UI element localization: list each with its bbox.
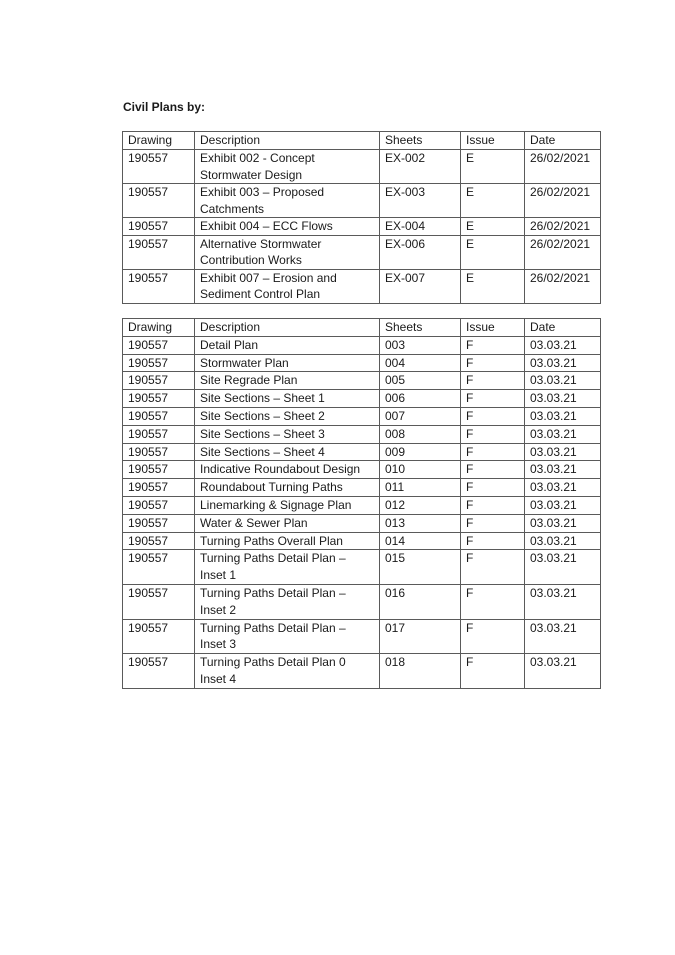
- cell-date: 26/02/2021: [525, 235, 601, 269]
- cell-date: 26/02/2021: [525, 150, 601, 184]
- cell-drawing: 190557: [123, 461, 195, 479]
- table-row: [123, 479, 601, 497]
- cell-date: 03.03.21: [525, 654, 601, 689]
- cell-drawing: 190557: [123, 496, 195, 514]
- cell-drawing: 190557: [123, 443, 195, 461]
- column-header-issue: Issue: [461, 319, 525, 337]
- cell-date: 03.03.21: [525, 425, 601, 443]
- cell-drawing: 190557: [123, 372, 195, 390]
- cell-description: Site Sections – Sheet 4: [195, 443, 380, 461]
- cell-issue: F: [461, 425, 525, 443]
- table-row: [123, 461, 601, 479]
- cell-issue: F: [461, 550, 525, 585]
- cell-issue: F: [461, 496, 525, 514]
- cell-description: Exhibit 002 - Concept Stormwater Design: [195, 150, 380, 184]
- cell-issue: F: [461, 390, 525, 408]
- cell-date: 03.03.21: [525, 354, 601, 372]
- cell-issue: E: [461, 184, 525, 218]
- cell-description: Detail Plan: [195, 336, 380, 354]
- cell-sheets: 003: [380, 336, 461, 354]
- cell-sheets: 007: [380, 407, 461, 425]
- cell-description: Turning Paths Overall Plan: [195, 532, 380, 550]
- cell-drawing: 190557: [123, 336, 195, 354]
- cell-issue: F: [461, 654, 525, 689]
- table-row: [123, 354, 601, 372]
- table-row: [123, 514, 601, 532]
- cell-issue: E: [461, 235, 525, 269]
- cell-sheets: 012: [380, 496, 461, 514]
- cell-drawing: 190557: [123, 425, 195, 443]
- cell-drawing: 190557: [123, 390, 195, 408]
- table-row: [123, 550, 601, 585]
- table-row: [123, 619, 601, 654]
- column-header-description: Description: [195, 132, 380, 150]
- column-header-drawing: Drawing: [123, 132, 195, 150]
- cell-sheets: 005: [380, 372, 461, 390]
- cell-drawing: 190557: [123, 235, 195, 269]
- civil-plans-exhibits-table: [122, 131, 601, 304]
- column-header-drawing: Drawing: [123, 319, 195, 337]
- cell-issue: F: [461, 619, 525, 654]
- cell-date: 26/02/2021: [525, 269, 601, 303]
- table-row: [123, 372, 601, 390]
- table-row: [123, 532, 601, 550]
- cell-date: 03.03.21: [525, 336, 601, 354]
- column-header-issue: Issue: [461, 132, 525, 150]
- table-row: [123, 336, 601, 354]
- cell-description: Linemarking & Signage Plan: [195, 496, 380, 514]
- cell-issue: F: [461, 372, 525, 390]
- cell-drawing: 190557: [123, 550, 195, 585]
- cell-description: Turning Paths Detail Plan – Inset 1: [195, 550, 380, 585]
- cell-description: Exhibit 003 – Proposed Catchments: [195, 184, 380, 218]
- cell-description: Site Regrade Plan: [195, 372, 380, 390]
- cell-description: Exhibit 004 – ECC Flows: [195, 218, 380, 236]
- cell-sheets: 008: [380, 425, 461, 443]
- cell-description: Indicative Roundabout Design: [195, 461, 380, 479]
- cell-description: Alternative Stormwater Contribution Works: [195, 235, 380, 269]
- cell-description: Turning Paths Detail Plan 0 Inset 4: [195, 654, 380, 689]
- cell-description: Turning Paths Detail Plan – Inset 2: [195, 584, 380, 619]
- column-header-date: Date: [525, 132, 601, 150]
- table-row: [123, 235, 601, 269]
- cell-description: Turning Paths Detail Plan – Inset 3: [195, 619, 380, 654]
- cell-description: Site Sections – Sheet 1: [195, 390, 380, 408]
- cell-drawing: 190557: [123, 654, 195, 689]
- cell-drawing: 190557: [123, 150, 195, 184]
- table-row: [123, 218, 601, 236]
- cell-date: 03.03.21: [525, 496, 601, 514]
- table-row: [123, 390, 601, 408]
- cell-issue: F: [461, 461, 525, 479]
- cell-description: Site Sections – Sheet 3: [195, 425, 380, 443]
- cell-sheets: 011: [380, 479, 461, 497]
- cell-date: 03.03.21: [525, 372, 601, 390]
- cell-date: 03.03.21: [525, 532, 601, 550]
- cell-issue: E: [461, 218, 525, 236]
- table-row: [123, 496, 601, 514]
- cell-date: 03.03.21: [525, 479, 601, 497]
- table-row: [123, 584, 601, 619]
- cell-sheets: 004: [380, 354, 461, 372]
- cell-issue: F: [461, 443, 525, 461]
- cell-sheets: 018: [380, 654, 461, 689]
- cell-description: Roundabout Turning Paths: [195, 479, 380, 497]
- cell-issue: E: [461, 150, 525, 184]
- table-row: [123, 425, 601, 443]
- column-header-sheets: Sheets: [380, 319, 461, 337]
- cell-drawing: 190557: [123, 514, 195, 532]
- cell-sheets: EX-002: [380, 150, 461, 184]
- cell-drawing: 190557: [123, 407, 195, 425]
- table-header-row: [123, 132, 601, 150]
- cell-sheets: 015: [380, 550, 461, 585]
- cell-date: 03.03.21: [525, 584, 601, 619]
- table-row: [123, 654, 601, 689]
- cell-sheets: 016: [380, 584, 461, 619]
- column-header-description: Description: [195, 319, 380, 337]
- cell-drawing: 190557: [123, 532, 195, 550]
- cell-sheets: EX-004: [380, 218, 461, 236]
- cell-sheets: EX-003: [380, 184, 461, 218]
- cell-date: 03.03.21: [525, 619, 601, 654]
- column-header-date: Date: [525, 319, 601, 337]
- cell-issue: E: [461, 269, 525, 303]
- cell-drawing: 190557: [123, 218, 195, 236]
- column-header-sheets: Sheets: [380, 132, 461, 150]
- cell-date: 03.03.21: [525, 390, 601, 408]
- cell-issue: F: [461, 336, 525, 354]
- cell-drawing: 190557: [123, 584, 195, 619]
- cell-sheets: 010: [380, 461, 461, 479]
- cell-date: 03.03.21: [525, 407, 601, 425]
- cell-date: 03.03.21: [525, 443, 601, 461]
- table-row: [123, 407, 601, 425]
- civil-plans-drawings-table: [122, 318, 601, 689]
- cell-description: Water & Sewer Plan: [195, 514, 380, 532]
- cell-drawing: 190557: [123, 619, 195, 654]
- table-header-row: [123, 319, 601, 337]
- cell-issue: F: [461, 407, 525, 425]
- cell-sheets: 006: [380, 390, 461, 408]
- cell-drawing: 190557: [123, 354, 195, 372]
- cell-issue: F: [461, 479, 525, 497]
- cell-date: 03.03.21: [525, 514, 601, 532]
- cell-drawing: 190557: [123, 184, 195, 218]
- cell-sheets: EX-006: [380, 235, 461, 269]
- page-heading: Civil Plans by:: [123, 100, 206, 114]
- cell-date: 26/02/2021: [525, 218, 601, 236]
- cell-description: Exhibit 007 – Erosion and Sediment Control Plan: [195, 269, 380, 303]
- cell-description: Stormwater Plan: [195, 354, 380, 372]
- cell-issue: F: [461, 514, 525, 532]
- cell-sheets: 013: [380, 514, 461, 532]
- cell-date: 03.03.21: [525, 550, 601, 585]
- cell-description: Site Sections – Sheet 2: [195, 407, 380, 425]
- cell-date: 03.03.21: [525, 461, 601, 479]
- cell-sheets: 014: [380, 532, 461, 550]
- cell-date: 26/02/2021: [525, 184, 601, 218]
- cell-issue: F: [461, 584, 525, 619]
- table-row: [123, 184, 601, 218]
- cell-sheets: EX-007: [380, 269, 461, 303]
- cell-sheets: 017: [380, 619, 461, 654]
- cell-issue: F: [461, 354, 525, 372]
- table-row: [123, 150, 601, 184]
- table-row: [123, 443, 601, 461]
- cell-drawing: 190557: [123, 269, 195, 303]
- table-row: [123, 269, 601, 303]
- cell-drawing: 190557: [123, 479, 195, 497]
- cell-sheets: 009: [380, 443, 461, 461]
- cell-issue: F: [461, 532, 525, 550]
